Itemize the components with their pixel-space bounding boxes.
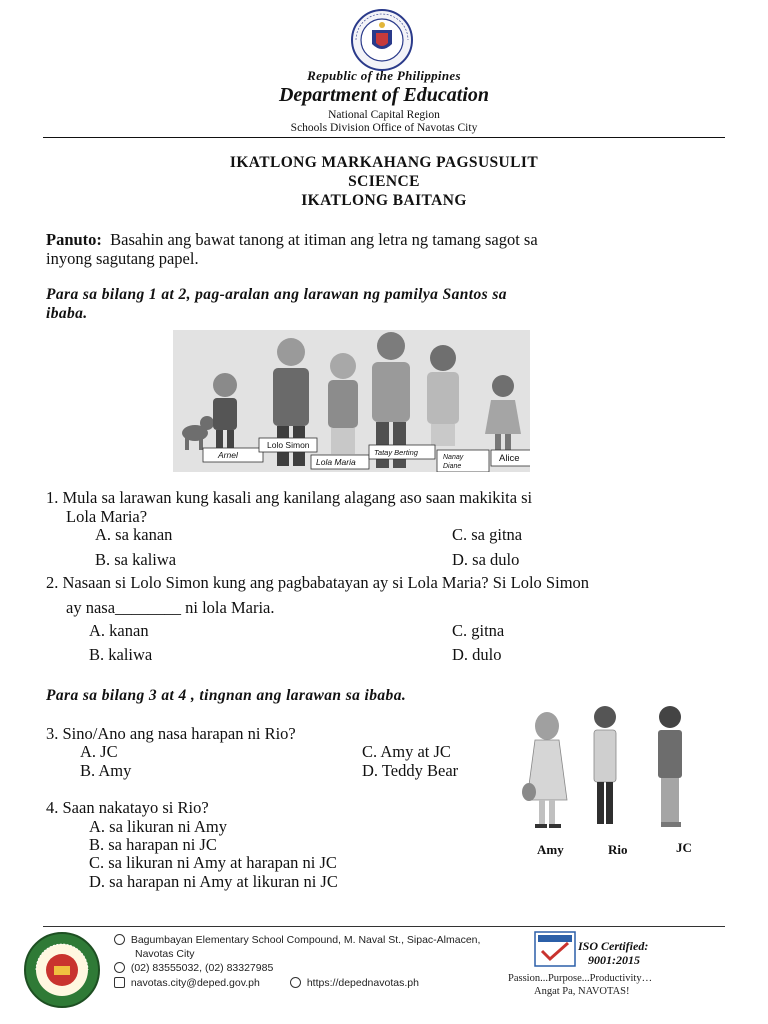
q4-option-b[interactable]: B. sa harapan ni JC xyxy=(89,835,217,854)
kid-label-amy: Amy xyxy=(537,842,564,857)
q3-option-b[interactable]: B. Amy xyxy=(80,761,132,780)
q2-stem-cont: ay nasa________ ni lola Maria. xyxy=(66,598,275,617)
footer-phone-number: (02) 83555032, (02) 83327985 xyxy=(130,962,274,974)
subject-title: SCIENCE xyxy=(348,173,420,190)
grade-title: IKATLONG BAITANG xyxy=(301,192,467,209)
region-heading: National Capital Region xyxy=(328,109,440,121)
footer-website[interactable] xyxy=(290,977,419,989)
home-icon xyxy=(114,934,125,945)
label-lolo-simon: Lolo Simon xyxy=(267,440,310,450)
iso-certification-logo xyxy=(534,931,576,967)
label-diane: Diane xyxy=(443,463,462,470)
header-divider xyxy=(43,137,725,138)
q1-stem: 1. Mula sa larawan kung kasali ang kanilang alagang aso saan makikita si xyxy=(46,488,533,507)
footer-address-line2: Navotas City xyxy=(135,948,195,960)
deped-seal-logo xyxy=(350,8,414,72)
q4-option-d[interactable]: D. sa harapan ni Amy at likuran ni JC xyxy=(89,872,338,891)
kid-label-jc: JC xyxy=(676,840,692,855)
q2-option-b[interactable]: B. kaliwa xyxy=(89,645,153,664)
footer-email-address[interactable]: navotas.city@deped.gov.ph xyxy=(130,977,260,989)
q1-option-a[interactable]: A. sa kanan xyxy=(95,525,173,544)
instructions-line2: inyong sagutang papel. xyxy=(46,249,199,268)
email-icon xyxy=(114,977,125,988)
section1-directions-cont: ibaba. xyxy=(46,305,88,322)
label-arnel: Arnel xyxy=(218,450,238,460)
family-santos-picture xyxy=(173,330,530,472)
label-lola-maria: Lola Maria xyxy=(316,457,356,467)
q4-option-a[interactable]: A. sa likuran ni Amy xyxy=(89,817,227,836)
footer-address-line1: Bagumbayan Elementary School Compound, M. Naval St., Sipac-Almacen, xyxy=(130,934,481,946)
q2-option-c[interactable]: C. gitna xyxy=(452,621,505,640)
q3-stem: 3. Sino/Ano ang nasa harapan ni Rio? xyxy=(46,724,296,743)
instructions-label: Panuto: xyxy=(46,230,102,249)
navotas-division-seal-logo xyxy=(22,930,102,1010)
q1-option-d[interactable]: D. sa dulo xyxy=(452,550,520,569)
q3-option-d[interactable]: D. Teddy Bear xyxy=(362,761,459,780)
label-tatay-berting: Tatay Berting xyxy=(374,448,418,457)
q4-option-c[interactable]: C. sa likuran ni Amy at harapan ni JC xyxy=(89,853,337,872)
iso-standard-label: 9001:2015 xyxy=(588,953,640,967)
instructions-text: Basahin ang bawat tanong at itiman ang letra ng tamang sagot sa xyxy=(110,230,538,249)
phone-icon xyxy=(114,962,125,973)
q3-option-a[interactable]: A. JC xyxy=(80,742,118,761)
motto-line2: Angat Pa, NAVOTAS! xyxy=(534,986,630,997)
footer-website-url[interactable]: https://depednavotas.ph xyxy=(306,977,419,989)
q2-option-a[interactable]: A. kanan xyxy=(89,621,149,640)
label-nanay: Nanay xyxy=(443,454,464,461)
q3-option-c[interactable]: C. Amy at JC xyxy=(362,742,451,761)
q1-option-b[interactable]: B. sa kaliwa xyxy=(95,550,177,569)
section2-directions: Para sa bilang 3 at 4 , tingnan ang larawan sa ibaba. xyxy=(46,687,407,704)
iso-certified-label: ISO Certified: xyxy=(578,939,649,953)
section1-directions: Para sa bilang 1 at 2, pag-aralan ang larawan ng pamilya Santos sa xyxy=(46,286,507,303)
exam-title: IKATLONG MARKAHANG PAGSUSULIT xyxy=(229,154,539,171)
q1-stem-cont: Lola Maria? xyxy=(66,507,148,526)
q2-option-d[interactable]: D. dulo xyxy=(452,645,502,664)
amy-rio-jc-picture xyxy=(505,700,730,860)
department-heading: Department of Education xyxy=(278,84,489,106)
globe-icon xyxy=(290,977,301,988)
q2-stem: 2. Nasaan si Lolo Simon kung ang pagbabatayan ay si Lola Maria? Si Lolo Simon xyxy=(46,573,590,592)
footer-divider xyxy=(43,926,725,927)
q1-option-c[interactable]: C. sa gitna xyxy=(452,525,523,544)
division-heading: Schools Division Office of Navotas City xyxy=(290,122,478,134)
republic-heading: Republic of the Philippines xyxy=(307,68,461,83)
footer-email[interactable] xyxy=(114,977,260,989)
q4-stem: 4. Saan nakatayo si Rio? xyxy=(46,798,209,817)
footer-phone xyxy=(114,962,273,974)
instructions-line1 xyxy=(46,230,538,250)
kid-label-rio: Rio xyxy=(608,842,628,857)
label-alice: Alice xyxy=(499,453,520,464)
motto-line1: Passion...Purpose...Productivity… xyxy=(508,973,653,984)
footer-address xyxy=(114,934,480,946)
